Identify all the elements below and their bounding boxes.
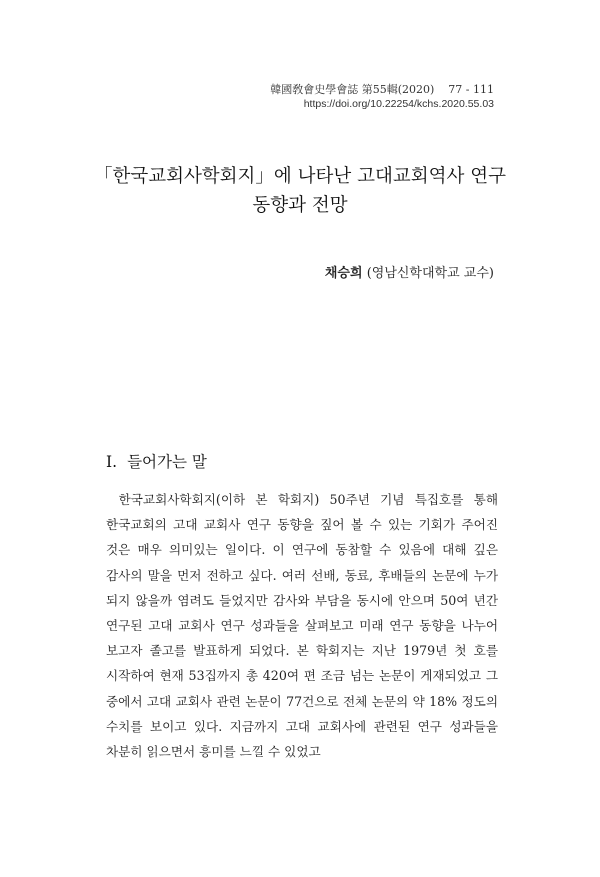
section-number: I. <box>106 453 118 471</box>
article-title <box>70 162 530 220</box>
author-byline <box>325 262 494 281</box>
title-line-2: 동향과 전망 <box>252 195 348 216</box>
page-range: 77 - 111 <box>448 83 494 96</box>
doi-link[interactable]: https://doi.org/10.22254/kchs.2020.55.03 <box>303 98 494 110</box>
section-heading <box>106 450 207 472</box>
author-affiliation: (영남신학대학교 교수) <box>366 266 494 281</box>
journal-citation <box>270 82 494 97</box>
body-paragraph: 한국교회사학회지(이하 본 학회지) 50주년 기념 특집호를 통해 한국교회의 고대 교회사 연구 동향을 짚어 볼 수 있는 기회가 주어진 것은 매우 의미있는 일이다. 이 연구에 동참할 수 있음에 대해 깊은 감사의 말을 먼저 전하고 싶다. 여러 선배, 동료, 후배들의 논문에 누가 되지 않을까 염려도 들었지만 감사와 부담을 동시에 안으며 50여 년간 연구된 고대 교회사 연구 성과들을 살펴보고 미래 연구 동향을 나누어 보고자 졸고를 발표하게 되었다. 본 학회지는 지난 1979년 첫 호를 시작하여 현재 53집까지 총 420여 편 조금 넘는 논문이 게재되었고 그 중에서 고대 교회사 관련 논문이 77건으로 전체 논문의 약 18% 정도의 수치를 보이고 있다. 지금까지 고대 교회사에 관련된 연구 성과들을 차분히 읽으면서 흥미를 느낄 수 있었고 <box>106 492 498 760</box>
journal-name: 韓國敎會史學會誌 第55輯(2020) <box>270 83 435 96</box>
title-line-1: 「한국교회사학회지」에 나타난 고대교회역사 연구 <box>93 166 507 187</box>
author-name: 채승희 <box>324 266 363 281</box>
journal-header <box>270 82 494 112</box>
section-title: 들어가는 말 <box>127 453 207 471</box>
